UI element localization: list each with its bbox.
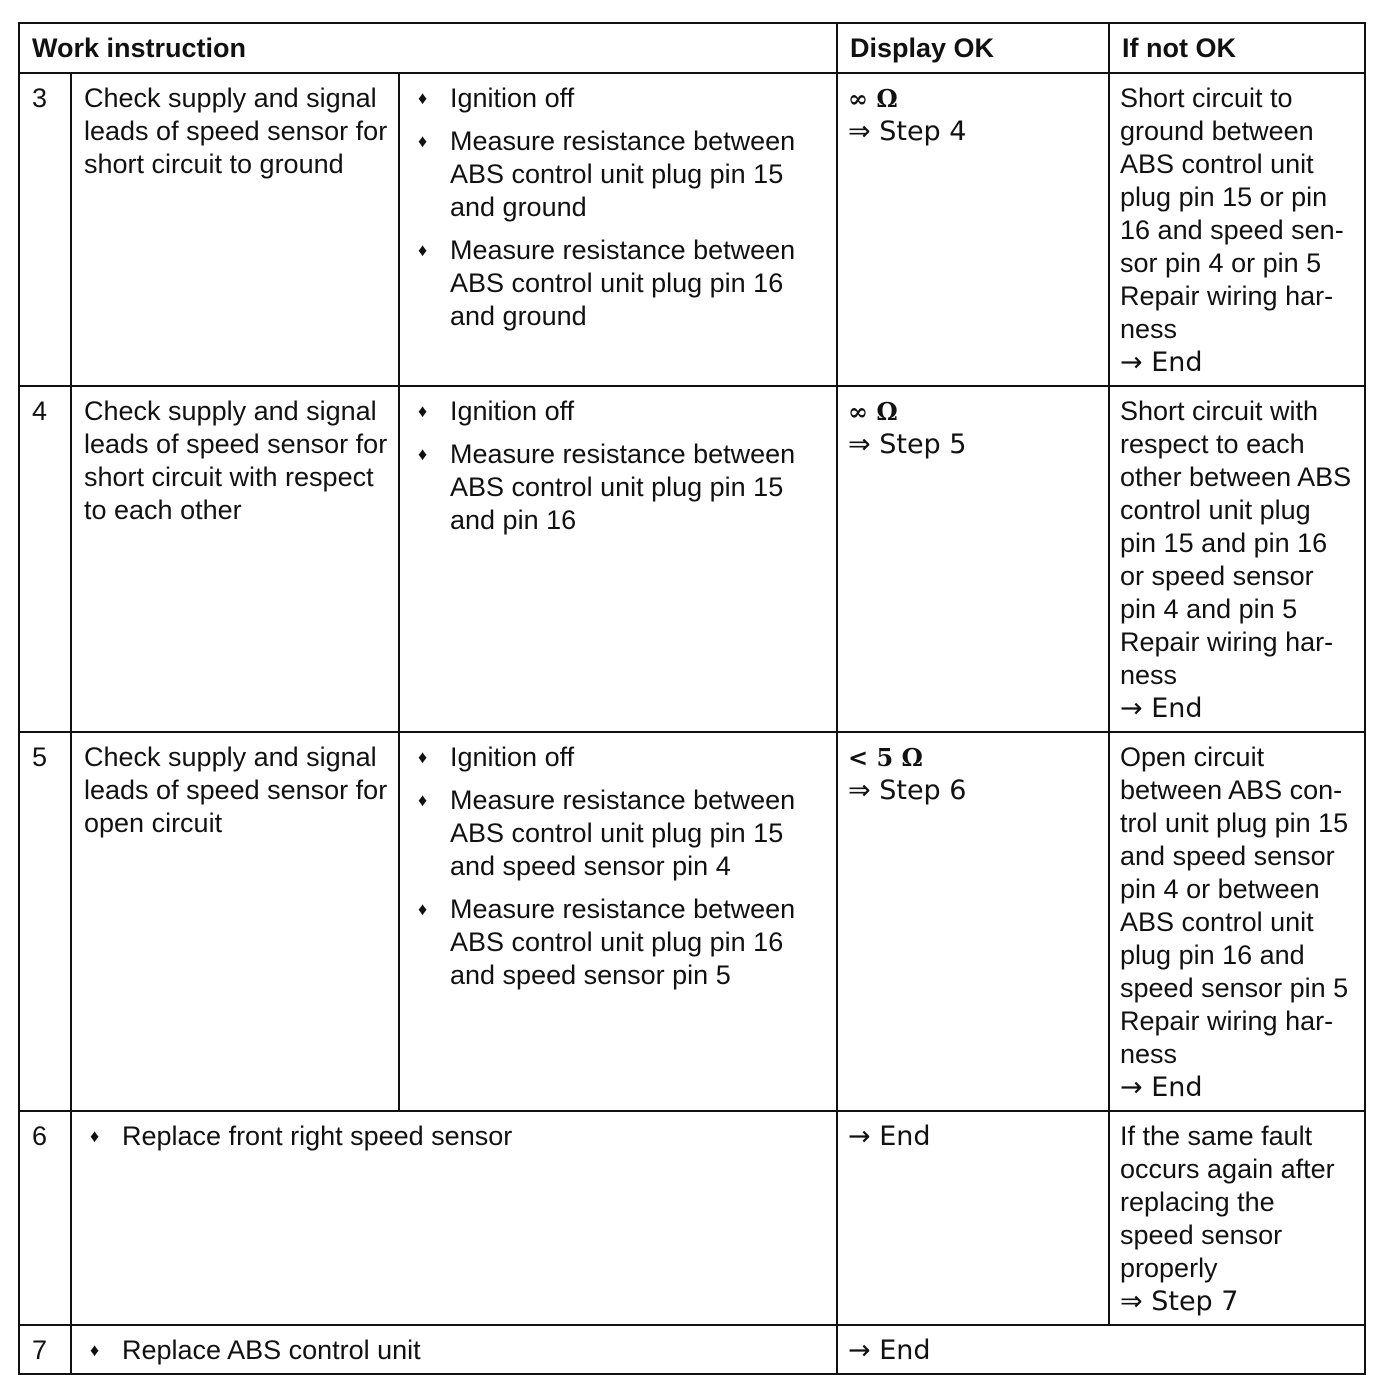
- step-number: 4: [19, 386, 71, 732]
- display-ok-cell: → End: [837, 1111, 1109, 1325]
- if-not-ok-cell: [1109, 1111, 1365, 1325]
- end-text: → End: [1120, 347, 1203, 378]
- bullet-icon: ♦: [90, 1340, 100, 1360]
- bullet-icon: ♦: [418, 899, 428, 919]
- bullet-icon: ♦: [418, 401, 428, 421]
- display-ok-cell: [837, 73, 1109, 386]
- header-work-instruction: Work instruction: [19, 23, 837, 73]
- table-row: [19, 386, 1365, 732]
- display-value: ∞ Ω: [848, 84, 898, 113]
- step-description: Check supply and signal leads of speed sensor for short circuit with respect to each other: [71, 386, 399, 732]
- repair-text: Repair wiring har-ness: [1120, 1006, 1334, 1069]
- step-actions: [399, 386, 837, 732]
- action-item: ♦ Ignition off: [418, 742, 575, 772]
- action-item: ♦ Measure resistance between ABS control unit plug pin 15 and ground: [418, 126, 796, 222]
- step-description: Check supply and signal leads of speed sensor for short circuit to ground: [71, 73, 399, 386]
- bullet-icon: ♦: [418, 444, 428, 464]
- table-header-row: [19, 23, 1365, 73]
- display-ok-cell: → End: [837, 1325, 1365, 1374]
- step-actions: [399, 732, 837, 1111]
- step-number: 7: [19, 1325, 71, 1374]
- action-item: ♦ Measure resistance between ABS control unit plug pin 15 and pin 16: [418, 439, 796, 535]
- action-item: ♦ Measure resistance between ABS control unit plug pin 15 and speed sensor pin 4: [418, 785, 796, 881]
- next-step: ⇒ Step 6: [848, 775, 967, 806]
- if-not-ok-cell: [1109, 386, 1365, 732]
- step-description: Check supply and signal leads of speed sensor for open circuit: [71, 732, 399, 1111]
- if-not-ok-cell: [1109, 73, 1365, 386]
- step-action: ♦ Replace ABS control unit: [71, 1325, 837, 1374]
- work-instruction-table: [18, 22, 1366, 1375]
- table-row: [19, 1325, 1365, 1374]
- bullet-icon: ♦: [418, 747, 428, 767]
- bullet-icon: ♦: [418, 88, 428, 108]
- table-row: [19, 73, 1365, 386]
- action-item: ♦ Measure resistance between ABS control unit plug pin 16 and speed sensor pin 5: [418, 894, 796, 990]
- end-text: → End: [1120, 1072, 1203, 1103]
- action-item: ♦ Measure resistance between ABS control unit plug pin 16 and ground: [418, 235, 796, 331]
- bullet-icon: ♦: [418, 131, 428, 151]
- step-number: 6: [19, 1111, 71, 1325]
- bullet-icon: ♦: [90, 1126, 100, 1146]
- action-item: ♦ Ignition off: [418, 83, 575, 113]
- bullet-icon: ♦: [418, 790, 428, 810]
- header-display-ok: Display OK: [837, 23, 1109, 73]
- display-ok-cell: [837, 732, 1109, 1111]
- next-step: ⇒ Step 7: [1120, 1286, 1239, 1317]
- step-actions: [399, 73, 837, 386]
- if-not-ok-cell: [1109, 732, 1365, 1111]
- next-step: ⇒ Step 4: [848, 116, 967, 147]
- step-action: ♦ Replace front right speed sensor: [71, 1111, 837, 1325]
- bullet-icon: ♦: [418, 240, 428, 260]
- table-row: [19, 732, 1365, 1111]
- display-ok-cell: [837, 386, 1109, 732]
- header-if-not-ok: If not OK: [1109, 23, 1365, 73]
- next-step: ⇒ Step 5: [848, 429, 967, 460]
- fault-text: Open circuit between ABS con-trol unit plug pin 15 and speed sensor pin 4 or between ABS control unit plug pin 16 and speed sensor pin 5: [1120, 742, 1349, 1003]
- fault-text: Short circuit to ground between ABS control unit plug pin 15 or pin 16 and speed sen-sor pin 4 or pin 5: [1120, 83, 1344, 278]
- display-value: < 5 Ω: [848, 743, 923, 772]
- action-item: ♦ Ignition off: [418, 396, 575, 426]
- table-row: [19, 1111, 1365, 1325]
- step-number: 3: [19, 73, 71, 386]
- display-value: ∞ Ω: [848, 397, 898, 426]
- repair-text: Repair wiring har-ness: [1120, 627, 1334, 690]
- repair-text: Repair wiring har-ness: [1120, 281, 1334, 344]
- fault-text: If the same fault occurs again after replacing the speed sensor properly: [1120, 1121, 1335, 1283]
- fault-text: Short circuit with respect to each other between ABS control unit plug pin 15 and pin 16 or speed sensor pin 4 and pin 5: [1120, 396, 1352, 624]
- step-number: 5: [19, 732, 71, 1111]
- end-text: → End: [1120, 693, 1203, 724]
